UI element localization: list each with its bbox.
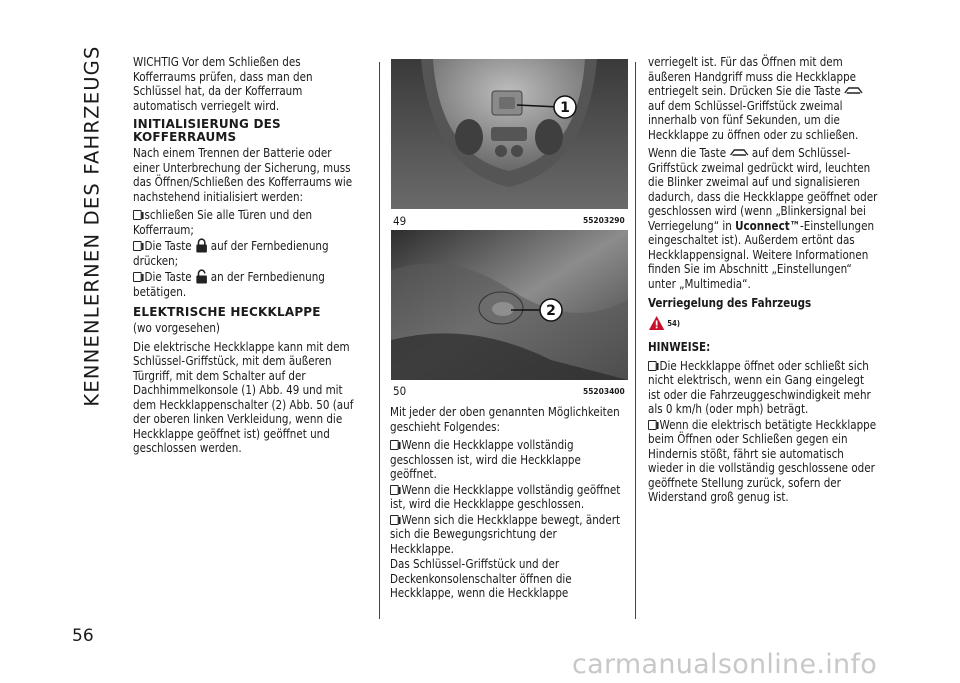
unlock-icon [195, 269, 207, 284]
list-item: Wenn sich die Heckklappe bewegt, ändert sich die Bewegungsrichtung der Heckklappe. [390, 512, 621, 556]
figure-overhead-console [391, 59, 628, 209]
result-intro: Mit jeder der oben genannten Möglichkeiten geschieht Folgendes: [390, 405, 620, 434]
column-2 [390, 405, 620, 605]
bullet-icon [390, 440, 399, 450]
list-item: Wenn die elektrisch betätigte Heckklappe beim Öffnen oder Schließen gegen ein Hindernis stößt, fährt sie automatisch wieder in die vollständig geschlossene oder geöffnete Stellung zurück, sofern der Widerstand groß genug ist. [648, 417, 877, 504]
figure-number: 50 [393, 384, 407, 398]
chapter-title: KENNENLERNEN DES FAHRZEUGS [80, 45, 104, 407]
callout-1: 1 [560, 100, 570, 116]
list-item: Wenn die Heckklappe vollständig geöffnet ist, wird die Heckklappe geschlossen. [390, 482, 621, 511]
list-item: Die Heckklappe öffnet oder schließt sich nicht elektrisch, wenn ein Gang eingelegt ist oder die Fahrzeuggeschwindigkeit mehr als 0 km/h (oder mph) beträgt. [648, 358, 871, 416]
heading-electric-liftgate: ELEKTRISCHE HECKKLAPPE [133, 304, 321, 319]
bullet-icon [133, 210, 142, 220]
paragraph: verriegelt ist. Für das Öffnen mit dem äußeren Handgriff muss die Heckklappe entriegelt sein. Drücken Sie die Taste auf dem Schlüssel-Griffstück zweimal innerhalb von fünf Sekunden, um die Heckklappe zu öffnen oder zu schließen. [648, 55, 878, 142]
init-text: Nach einem Trennen der Batterie oder einer Unterbrechung der Sicherung, muss das Öffnen/Schließen des Kofferraums wie nachstehend initialisiert werden: [133, 146, 353, 204]
bullet-icon [133, 272, 142, 282]
heading-notes: HINWEISE: [648, 340, 711, 354]
column-divider [379, 62, 380, 619]
key-fob-text: Das Schlüssel-Griffstück und der Deckenkonsolenschalter öffnen die Heckklappe, wenn die Heckklappe [390, 557, 572, 600]
column-3 [648, 55, 878, 506]
heading-vehicle-locking: Verriegelung des Fahrzeugs [648, 296, 812, 310]
figure-number: 49 [393, 214, 407, 228]
figure-code: 55203290 [583, 216, 625, 225]
heading-initialization: INITIALISIERUNG DES KOFFERRAUMS [133, 116, 281, 144]
warning-reference: 54) [648, 315, 878, 333]
paragraph: Wenn die Taste auf dem Schlüssel-Griffstück zweimal gedrückt wird, leuchten die Blinker zweimal auf und signalisieren dadurch, dass die Heckklappe geöffnet oder geschlossen wird (wenn „Blinkersignal bei Verriegelung“ in Uconnect™-Einstellungen eingeschaltet ist). Außerdem ertönt das Heckklappensignal. Weitere Informationen finden Sie im Abschnitt „Einstellungen“ unter „Multimedia“. [648, 146, 878, 291]
liftgate-text: Die elektrische Heckklappe kann mit dem Schlüssel-Griffstück, mit dem äußeren Türgriff, mit dem Schalter auf der Dachhimmelkonsole (1) Abb. 49 und mit dem Heckklappenschalter (2) Abb. 50 (auf der oberen linken Verkleidung, wenn die Heckklappe geöffnet ist) geöffnet und geschlossen werden. [133, 339, 354, 455]
watermark: carmanualsonline.info [572, 649, 878, 680]
list-item: Die Taste an der Fernbedienung betätigen. [133, 270, 325, 299]
list-item: schließen Sie alle Türen und den Kofferraum; [133, 208, 313, 237]
column-divider [635, 62, 636, 619]
callout-2: 2 [546, 303, 556, 319]
important-note: WICHTIG Vor dem Schließen des Kofferraums prüfen, dass man den Schlüssel hat, da der Kofferraum automatisch verriegelt wird. [133, 55, 313, 113]
list-item: Die Taste auf der Fernbedienung drücken; [133, 239, 329, 268]
bullet-icon [390, 515, 399, 525]
liftgate-icon [729, 148, 748, 157]
figure-code: 55203400 [583, 387, 625, 396]
subheading: (wo vorgesehen) [133, 321, 220, 335]
column-1 [133, 55, 359, 460]
bullet-icon [648, 361, 657, 371]
liftgate-icon [844, 86, 863, 95]
bullet-icon [133, 241, 142, 251]
lock-icon [195, 238, 207, 253]
figure-trim-switch [391, 230, 628, 380]
page-number: 56 [72, 626, 94, 646]
warning-icon [648, 315, 665, 331]
bullet-icon [648, 420, 657, 430]
list-item: Wenn die Heckklappe vollständig geschlossen ist, wird die Heckklappe geöffnet. [390, 438, 581, 481]
bullet-icon [390, 485, 399, 495]
